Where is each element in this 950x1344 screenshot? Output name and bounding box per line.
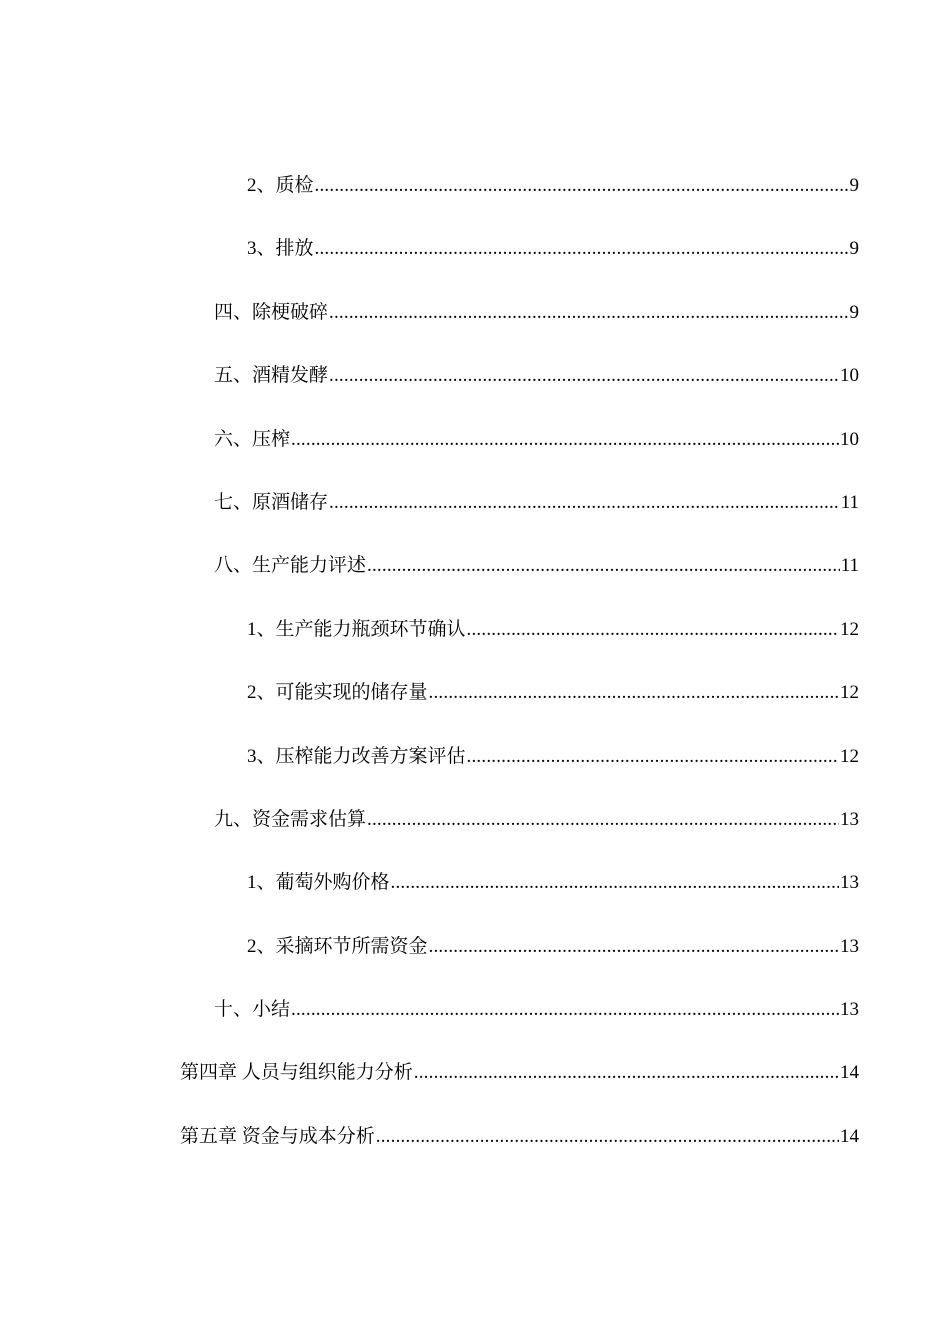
toc-entry[interactable] — [0, 549, 950, 612]
toc-entry[interactable] — [0, 613, 950, 676]
toc-entry-label: 2、质检 — [247, 175, 314, 196]
dot-leader — [315, 232, 849, 266]
toc-entry[interactable] — [0, 1056, 950, 1119]
toc-entry-label: 2、采摘环节所需资金 — [247, 935, 428, 957]
toc-entry-page: 13 — [840, 872, 859, 894]
toc-entry[interactable] — [0, 423, 950, 486]
dot-leader — [329, 486, 840, 520]
dot-leader — [429, 676, 839, 710]
toc-entry-page: 14 — [840, 1062, 859, 1084]
toc-entry-page: 13 — [840, 808, 859, 830]
dot-leader — [376, 1120, 839, 1154]
toc-entry[interactable] — [0, 740, 950, 803]
dot-leader — [291, 993, 839, 1027]
dot-leader — [367, 549, 840, 583]
toc-entry-page: 13 — [840, 935, 859, 957]
toc-entry-page: 10 — [840, 428, 859, 450]
toc-entry-page: 14 — [840, 1125, 859, 1147]
toc-entry-page: 9 — [849, 238, 859, 260]
toc-entry[interactable] — [0, 803, 950, 866]
dot-leader — [391, 866, 839, 900]
toc-entry-label: 第五章 资金与成本分析 — [180, 1125, 375, 1147]
toc-entry-page: 9 — [849, 301, 859, 323]
toc-entry-label: 3、排放 — [247, 238, 314, 260]
toc-entry-label: 五、酒精发酵 — [214, 365, 329, 387]
toc-entry[interactable] — [0, 232, 950, 295]
toc-entry[interactable] — [0, 486, 950, 549]
table-of-contents — [0, 169, 950, 1183]
toc-entry-label: 八、生产能力评述 — [214, 555, 367, 577]
toc-entry-label: 十、小结 — [214, 999, 291, 1021]
dot-leader — [367, 803, 839, 837]
dot-leader — [414, 1056, 839, 1090]
toc-entry-page: 9 — [849, 175, 859, 196]
toc-entry-label: 第四章 人员与组织能力分析 — [180, 1062, 413, 1084]
toc-entry-label: 四、除梗破碎 — [214, 301, 329, 323]
toc-entry-label: 2、可能实现的储存量 — [247, 682, 428, 704]
toc-entry-label: 九、资金需求估算 — [214, 808, 367, 830]
toc-entry[interactable] — [0, 676, 950, 739]
toc-entry-label: 七、原酒储存 — [214, 491, 329, 513]
dot-leader — [329, 296, 848, 330]
dot-leader — [429, 930, 839, 964]
toc-entry-page: 11 — [840, 555, 859, 577]
toc-entry-page: 13 — [840, 999, 859, 1021]
toc-entry[interactable] — [0, 1120, 950, 1183]
toc-entry[interactable] — [0, 930, 950, 993]
toc-entry-label: 3、压榨能力改善方案评估 — [247, 745, 466, 767]
toc-entry[interactable] — [0, 866, 950, 929]
toc-entry-label: 1、葡萄外购价格 — [247, 872, 390, 894]
toc-entry-page: 10 — [840, 365, 859, 387]
dot-leader — [467, 613, 839, 647]
toc-entry[interactable] — [0, 169, 950, 232]
toc-entry-label: 1、生产能力瓶颈环节确认 — [247, 618, 466, 640]
toc-entry-page: 11 — [840, 491, 859, 513]
dot-leader — [467, 740, 839, 774]
toc-entry-page: 12 — [840, 682, 859, 704]
toc-entry-page: 12 — [840, 745, 859, 767]
dot-leader — [329, 359, 839, 393]
dot-leader — [315, 169, 849, 203]
toc-entry[interactable] — [0, 993, 950, 1056]
toc-entry[interactable] — [0, 296, 950, 359]
toc-entry-label: 六、压榨 — [214, 428, 291, 450]
dot-leader — [291, 423, 839, 457]
toc-entry[interactable] — [0, 359, 950, 422]
toc-entry-page: 12 — [840, 618, 859, 640]
